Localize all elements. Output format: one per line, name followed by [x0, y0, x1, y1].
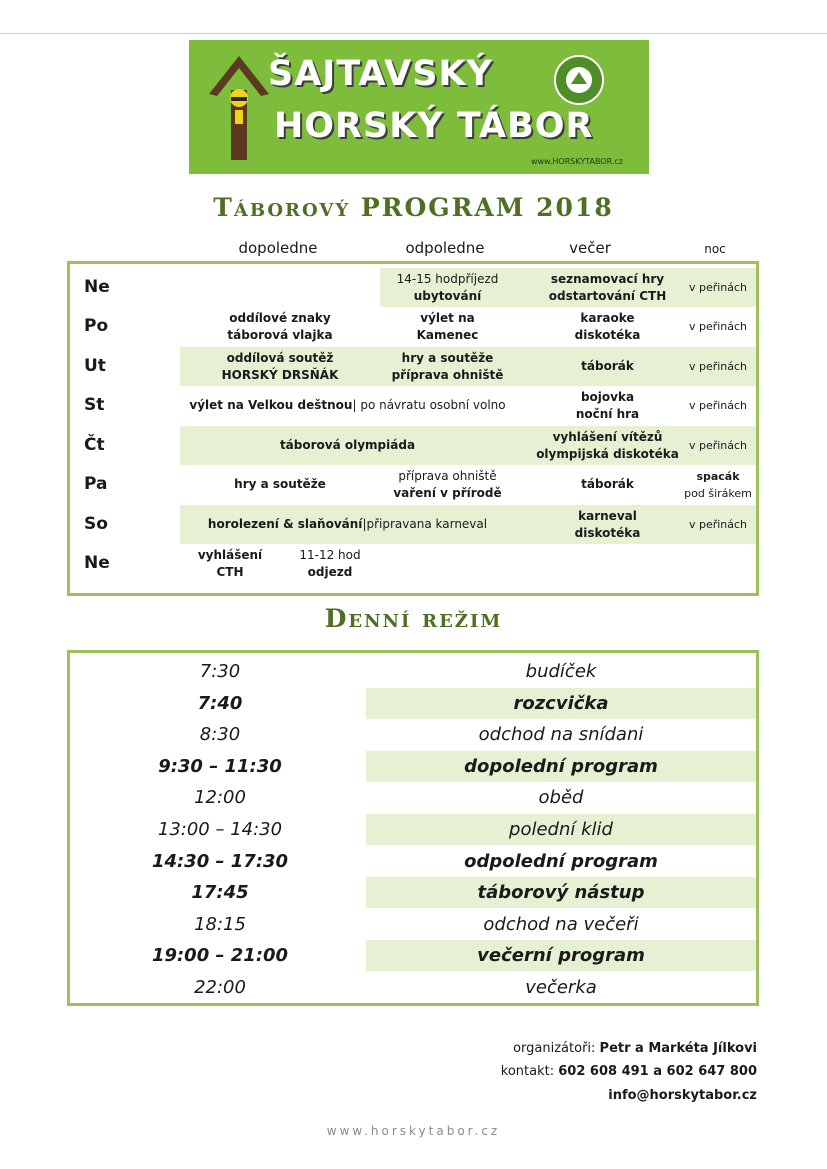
program-cell — [180, 544, 280, 583]
cell-line — [549, 288, 667, 305]
schedule-time: 7:30 — [199, 661, 241, 682]
day-label: Ut — [84, 356, 106, 376]
program-row — [70, 465, 756, 504]
cell-line — [227, 327, 332, 344]
cell-line — [581, 358, 634, 375]
program-cell — [680, 347, 756, 386]
cell-text: v peřinách — [688, 360, 748, 373]
organizers-label: organizátoři: — [513, 1041, 600, 1056]
program-cell — [180, 386, 515, 425]
cell-text: v peřinách — [688, 320, 748, 333]
cell-text: seznamovací hry — [550, 271, 665, 286]
cell-line — [417, 327, 479, 344]
contact-value: 602 608 491 a 602 647 800 — [558, 1064, 757, 1079]
program-cell — [380, 307, 515, 346]
schedule-row — [70, 688, 756, 719]
footer-email[interactable]: info@horskytabor.cz — [608, 1088, 757, 1103]
banner-url[interactable]: www.HORSKYTABOR.cz — [530, 157, 623, 166]
cell-text: vaření v přírodě — [393, 485, 502, 500]
cell-text: HORSKÝ DRSŇÁK — [221, 367, 339, 382]
cell-line — [578, 508, 637, 525]
program-cell — [380, 347, 515, 386]
camp-banner — [189, 40, 649, 174]
cell-line — [689, 437, 747, 454]
cell-line — [393, 485, 501, 502]
schedule-time: 7:40 — [197, 692, 243, 714]
schedule-time: 12:00 — [194, 787, 246, 809]
schedule-row — [70, 972, 756, 1003]
cell-line — [689, 318, 747, 335]
mascot-signpost-icon — [207, 54, 271, 162]
cell-line — [397, 271, 499, 288]
cell-text: vyhlášení — [197, 547, 263, 562]
cell-line — [308, 564, 353, 581]
schedule-time: 9:30 – 11:30 — [158, 755, 282, 777]
program-cell — [680, 386, 756, 425]
daily-schedule-table — [67, 650, 759, 1006]
program-cell — [180, 307, 380, 346]
program-cell — [380, 268, 515, 307]
top-divider — [0, 33, 827, 34]
cell-text: táborák — [581, 477, 634, 491]
schedule-time: 19:00 – 21:00 — [151, 945, 289, 967]
cell-line — [576, 406, 639, 423]
cell-line — [420, 310, 474, 327]
cell-text: noční hra — [575, 406, 640, 421]
cell-line — [689, 397, 747, 414]
cell-text: olympijská diskotéka — [536, 446, 679, 461]
cell-line — [689, 516, 747, 533]
cell-text: odstartování CTH — [548, 288, 667, 303]
program-cell — [180, 426, 515, 465]
cell-text: v peřinách — [688, 399, 748, 412]
day-label: Ne — [84, 277, 110, 297]
day-label: Po — [84, 316, 109, 336]
program-cell — [525, 307, 690, 346]
cell-text: výlet na Velkou deštnou — [189, 398, 353, 412]
cell-text: diskotéka — [574, 327, 641, 342]
program-cell — [380, 465, 515, 504]
cell-line — [189, 397, 505, 414]
schedule-activity: odchod na večeři — [483, 913, 639, 935]
schedule-row — [70, 814, 756, 845]
cell-line — [575, 327, 641, 344]
schedule-time: 18:15 — [194, 913, 246, 935]
banner-title-line2: HORSKÝ TÁBOR — [274, 106, 594, 146]
cell-line — [280, 437, 415, 454]
program-cell — [180, 505, 515, 544]
schedule-activity: večerka — [525, 977, 597, 998]
program-row — [70, 347, 756, 386]
seal-logo-icon — [553, 54, 605, 106]
cell-line — [551, 271, 664, 288]
cell-line — [208, 516, 487, 533]
cell-text: Kamenec — [416, 327, 479, 342]
cell-line — [696, 468, 739, 485]
schedule-activity: večerní program — [477, 945, 645, 967]
cell-text: horolezení & slaňování — [207, 517, 363, 531]
schedule-row — [70, 782, 756, 813]
schedule-time: 22:00 — [194, 977, 246, 998]
program-row — [70, 307, 756, 346]
schedule-row — [70, 656, 756, 687]
program-cell — [525, 347, 690, 386]
cell-text: táborová olympiáda — [279, 438, 416, 452]
header-odpoledne: odpoledne — [405, 239, 485, 257]
program-cell — [525, 505, 690, 544]
cell-text: odjezd — [307, 564, 353, 579]
footer-url[interactable]: www.horskytabor.cz — [326, 1124, 501, 1138]
cell-text: příprava ohniště — [391, 367, 504, 382]
footer-contact — [501, 1064, 757, 1079]
cell-text: hry a soutěže — [401, 350, 494, 365]
cell-text: hry a soutěže — [234, 477, 326, 491]
program-cell — [680, 426, 756, 465]
schedule-row — [70, 846, 756, 877]
schedule-activity: rozcvička — [513, 692, 609, 714]
day-label: Ne — [84, 553, 110, 573]
day-label: Čt — [84, 435, 105, 455]
program-cell — [680, 268, 756, 307]
day-label: So — [84, 514, 108, 534]
cell-line — [398, 468, 496, 485]
header-noc: noc — [704, 242, 726, 256]
cell-text: v peřinách — [688, 281, 748, 294]
cell-line — [536, 446, 679, 463]
day-label: St — [84, 395, 105, 415]
cell-line — [392, 367, 504, 384]
schedule-activity: budíček — [525, 661, 597, 682]
program-row — [70, 386, 756, 425]
cell-line — [234, 476, 326, 493]
cell-text: spacák — [696, 469, 740, 483]
cell-line — [575, 525, 641, 542]
schedule-activity: dopolední program — [464, 755, 658, 777]
cell-text-rest: |připravana karneval — [362, 517, 488, 531]
schedule-activity: odchod na snídani — [478, 724, 644, 746]
program-row — [70, 544, 756, 583]
cell-line — [414, 288, 482, 305]
program-cell — [280, 544, 380, 583]
program-row — [70, 268, 756, 307]
header-vecer: večer — [569, 239, 611, 257]
schedule-activity: polední klid — [509, 819, 613, 840]
cell-text: ubytování — [413, 288, 482, 303]
program-cell — [525, 386, 690, 425]
program-cell — [525, 268, 690, 307]
schedule-activity: táborový nástup — [477, 882, 645, 904]
cell-line — [581, 476, 634, 493]
cell-text: diskotéka — [574, 525, 641, 540]
cell-text: karneval — [578, 508, 637, 523]
cell-line — [580, 310, 634, 327]
cell-text: bojovka — [580, 389, 635, 404]
schedule-time: 17:45 — [191, 882, 249, 904]
cell-text: táborák — [581, 359, 634, 373]
cell-text: karaoke — [580, 310, 635, 325]
day-label: Pa — [84, 474, 108, 494]
cell-line — [553, 429, 663, 446]
banner-title-line1: ŠAJTAVSKÝ — [268, 54, 493, 94]
cell-line — [222, 367, 339, 384]
schedule-row — [70, 877, 756, 908]
cell-line — [689, 358, 747, 375]
cell-line — [216, 564, 243, 581]
cell-line — [402, 350, 494, 367]
schedule-activity: oběd — [538, 787, 584, 809]
program-cell — [180, 465, 380, 504]
organizers-value: Petr a Markéta Jílkovi — [599, 1041, 757, 1056]
footer-organizers — [513, 1041, 757, 1056]
program-cell — [680, 505, 756, 544]
program-table — [67, 261, 759, 596]
rezim-title: Denní režim — [324, 604, 503, 633]
cell-text: oddílová soutěž — [226, 350, 334, 365]
program-cell — [680, 465, 756, 504]
schedule-activity: odpolední program — [464, 850, 658, 872]
cell-text: pod širákem — [684, 486, 752, 500]
program-cell — [525, 465, 690, 504]
schedule-time: 8:30 — [199, 724, 241, 746]
cell-line — [684, 485, 752, 502]
program-row — [70, 426, 756, 465]
cell-text: oddílové znaky — [229, 310, 331, 325]
cell-text: výlet na — [420, 310, 475, 325]
cell-text: příprava ohniště — [398, 468, 497, 483]
program-cell — [680, 307, 756, 346]
schedule-time: 14:30 – 17:30 — [151, 850, 289, 872]
cell-text: 11-12 hod — [299, 547, 361, 562]
cell-text: vyhlášení vítězů — [552, 429, 663, 444]
program-title: Táborový PROGRAM 2018 — [213, 193, 614, 222]
program-cell — [525, 426, 690, 465]
cell-text-rest: | po návratu osobní volno — [352, 398, 506, 412]
cell-text: CTH — [216, 564, 244, 579]
schedule-row — [70, 940, 756, 971]
cell-line — [229, 310, 330, 327]
cell-line — [689, 279, 747, 296]
program-cell — [180, 347, 380, 386]
cell-line — [198, 547, 262, 564]
cell-text: táborová vlajka — [227, 327, 333, 342]
schedule-row — [70, 751, 756, 782]
cell-text: v peřinách — [688, 518, 748, 531]
cell-line — [299, 547, 360, 564]
program-row — [70, 505, 756, 544]
schedule-time: 13:00 – 14:30 — [157, 819, 283, 840]
contact-label: kontakt: — [500, 1064, 559, 1079]
cell-text: v peřinách — [688, 439, 748, 452]
schedule-row — [70, 719, 756, 750]
cell-line — [227, 350, 334, 367]
header-dopoledne: dopoledne — [238, 239, 318, 257]
schedule-row — [70, 909, 756, 940]
cell-line — [581, 389, 634, 406]
cell-text: 14-15 hodpříjezd — [396, 271, 499, 286]
